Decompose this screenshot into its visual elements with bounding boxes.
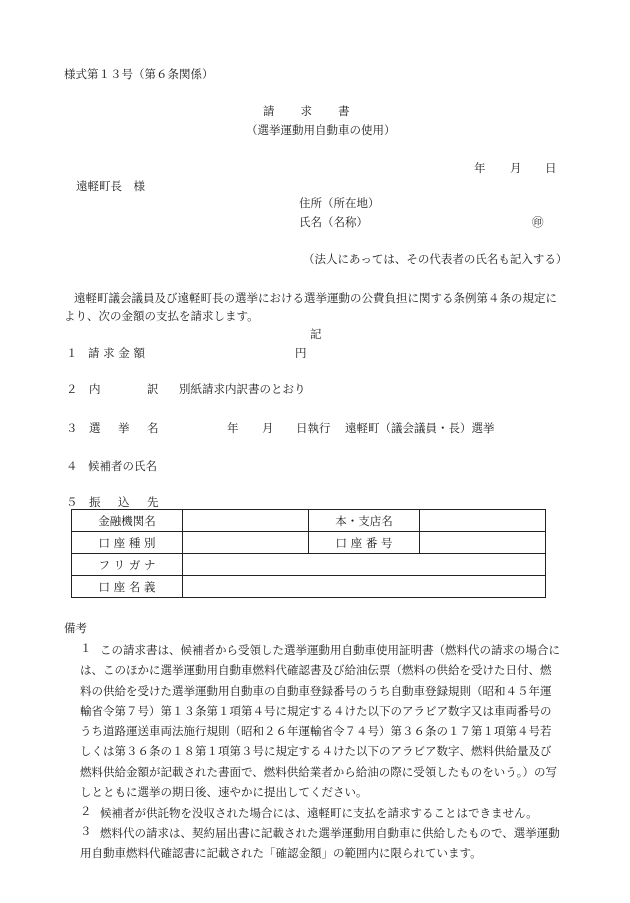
bank-name-label: 金融機関名 (72, 510, 183, 532)
item-2-number: ２ (66, 382, 78, 396)
account-holder-field[interactable] (183, 576, 546, 598)
account-holder-label: 口 座 名 義 (72, 576, 183, 598)
document-subtitle: （選挙運動用自動車の使用） (246, 123, 396, 137)
bank-name-field[interactable] (183, 510, 309, 532)
note-1-line-3: 料の供給を受けた選挙運動用自動車の自動車登録番号のうち自動車登録規則（昭和４５年運 (80, 683, 552, 698)
note-1-line-2: は、このほかに選挙運動用自動車燃料代確認書及び給油伝票（燃料の供給を受けた日付、燃 (80, 663, 552, 678)
note-1-line-7: 燃料供給金額が記載された書面で、燃料供給業者から給油の際に受領したものをいう。）の写 (80, 764, 558, 779)
item-1-label: 請 求 金 額 (88, 346, 145, 360)
ki-mark: 記 (310, 327, 322, 341)
item-2-value: 別紙請求内訳書のとおり (179, 382, 306, 396)
form-label: 様式第１３号（第６条関係） (64, 67, 214, 81)
date-day: 日 (545, 161, 557, 175)
note-2-line-1: 候補者が供託物を没収された場合には、遠軽町に支払を請求することはできません。 (100, 806, 538, 820)
body-text-line-1: 遠軽町議会議員及び遠軽町長の選挙における選挙運動の公費負担に関する条例第４条の規定に (74, 291, 557, 305)
note-1-line-5: うち道路運送車両法施行規則（昭和２６年運輸省令７４号）第３６条の１７第１項第４号若 (80, 724, 552, 739)
account-type-field[interactable] (183, 532, 309, 554)
document-title: 請 求 書 (263, 104, 351, 118)
account-number-field[interactable] (420, 532, 546, 554)
branch-field[interactable] (420, 510, 546, 532)
note-3-line-2: 用自動車燃料代確認書に記載された「確認金額」の範囲内に限られています。 (80, 846, 482, 861)
item-3-day-exec: 日執行 (296, 421, 331, 435)
item-3-number: ３ (66, 421, 78, 435)
note-1-number: １ (80, 641, 92, 655)
note-1-line-8: しとともに選挙の期日後、速やかに提出してください。 (80, 785, 368, 800)
item-3-label-b: 挙 (118, 421, 130, 435)
item-4-label: 候補者の氏名 (88, 459, 157, 473)
note-1-line-4: 輸省令第７号）第１３条第１項第４号に規定する４けた以下のアラビア数字又は車両番号の (80, 703, 552, 718)
item-5-label-a: 振 (89, 495, 101, 509)
table-row (72, 532, 546, 554)
item-3-label-c: 名 (147, 421, 159, 435)
name-label: 氏名（名称） (299, 215, 368, 229)
bank-transfer-table (71, 509, 546, 598)
date-year: 年 (474, 161, 486, 175)
item-3-label-a: 選 (89, 421, 101, 435)
corporate-note: （法人にあっては、その代表者の氏名も記入する） (303, 252, 568, 266)
note-3-line-1: 燃料代の請求は、契約届出書に記載された選挙運動用自動車に供給したもので、選挙運動 (100, 826, 560, 840)
item-5-label-c: 先 (147, 495, 159, 509)
item-2-label-b: 訳 (147, 382, 159, 396)
item-1-number: １ (66, 346, 78, 360)
account-type-label: 口 座 種 別 (72, 532, 183, 554)
remarks-heading: 備考 (64, 621, 87, 635)
seal-mark: ㊞ (532, 215, 544, 229)
item-3-year: 年 (227, 421, 239, 435)
date-month: 月 (510, 161, 522, 175)
item-5-label-b: 込 (118, 495, 130, 509)
item-3-value: 遠軽町（議会議員・長）選挙 (345, 421, 495, 435)
address-label: 住所（所在地） (299, 196, 380, 210)
item-2-label-a: 内 (89, 382, 101, 396)
branch-label: 本・支店名 (309, 510, 420, 532)
table-row (72, 510, 546, 532)
item-4-number: ４ (66, 459, 78, 473)
item-3-month: 月 (262, 421, 274, 435)
body-text-line-2: より、次の金額の支払を請求します。 (64, 309, 259, 323)
note-3-text (77, 823, 560, 864)
item-1-unit: 円 (295, 346, 307, 360)
note-3-number: ３ (80, 824, 92, 838)
table-row (72, 554, 546, 576)
furigana-label: フ リ ガ ナ (72, 554, 183, 576)
furigana-field[interactable] (183, 554, 546, 576)
note-1-line-6: しくは第３６条の１８第１項第３号に規定する４けた以下のアラビア数字、燃料供給量及び (80, 744, 552, 759)
table-row (72, 576, 546, 598)
addressee: 遠軽町長 様 (76, 179, 145, 193)
note-1-line-1: この請求書は、候補者から受領した選挙運動用自動車使用証明書（燃料代の請求の場合に (100, 643, 560, 657)
note-1-text (77, 640, 560, 802)
note-2-number: ２ (80, 804, 92, 818)
item-5-number: ５ (66, 495, 78, 509)
account-number-label: 口 座 番 号 (309, 532, 420, 554)
